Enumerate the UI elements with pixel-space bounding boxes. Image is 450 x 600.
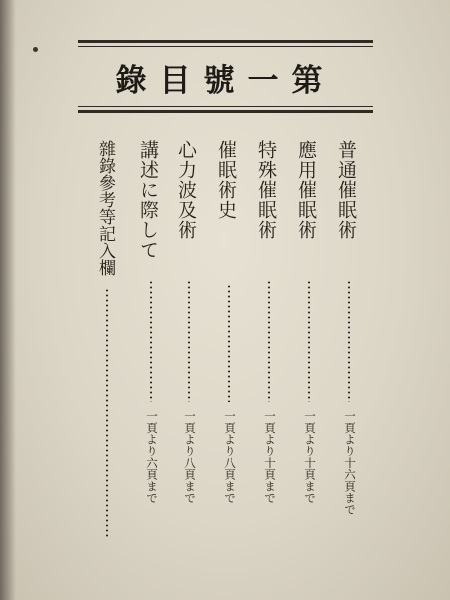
header-rule-thin-bottom — [78, 106, 373, 107]
toc-entry — [137, 140, 162, 540]
toc-entry — [255, 140, 280, 540]
ink-spot — [33, 47, 38, 52]
header-rule-thin-top — [78, 46, 373, 47]
toc-entry-title: 催眠術史 — [215, 140, 237, 220]
toc-entry — [335, 140, 360, 540]
toc-entry-pages: 一頁より八頁まで — [183, 410, 197, 504]
toc-entry-title: 特殊催眠術 — [255, 140, 277, 240]
toc-entry-pages: 一頁より十頁まで — [263, 410, 277, 504]
toc-entry-title: 普通催眠術 — [335, 140, 357, 240]
toc-entry — [175, 140, 200, 540]
toc-entry-pages: 一頁より十六頁まで — [343, 410, 357, 516]
header-rule-thick-top — [78, 40, 373, 43]
toc-entry — [96, 140, 118, 540]
leader-dots — [268, 280, 270, 402]
header-rule-thick-bottom — [78, 110, 373, 113]
toc-entry-title: 心力波及術 — [175, 140, 197, 240]
toc-entry-pages: 一頁より十頁まで — [303, 410, 317, 504]
toc-entry-title: 講述に際して — [137, 140, 159, 260]
toc-entry-pages: 一頁より六頁まで — [145, 410, 159, 504]
leader-dots — [106, 288, 108, 538]
leader-dots — [308, 280, 310, 402]
toc-entry — [295, 140, 320, 540]
leader-dots — [150, 280, 152, 402]
leader-dots — [188, 280, 190, 402]
leader-dots — [228, 284, 230, 402]
toc-entry-title: 應用催眠術 — [295, 140, 317, 240]
toc-entry-title: 雜錄參考等記入欄 — [95, 140, 115, 276]
page-title: 第一號目錄 — [115, 62, 336, 99]
toc-entry-pages: 一頁より八頁まで — [223, 410, 237, 504]
leader-dots — [348, 280, 350, 402]
toc-entry — [215, 140, 240, 540]
